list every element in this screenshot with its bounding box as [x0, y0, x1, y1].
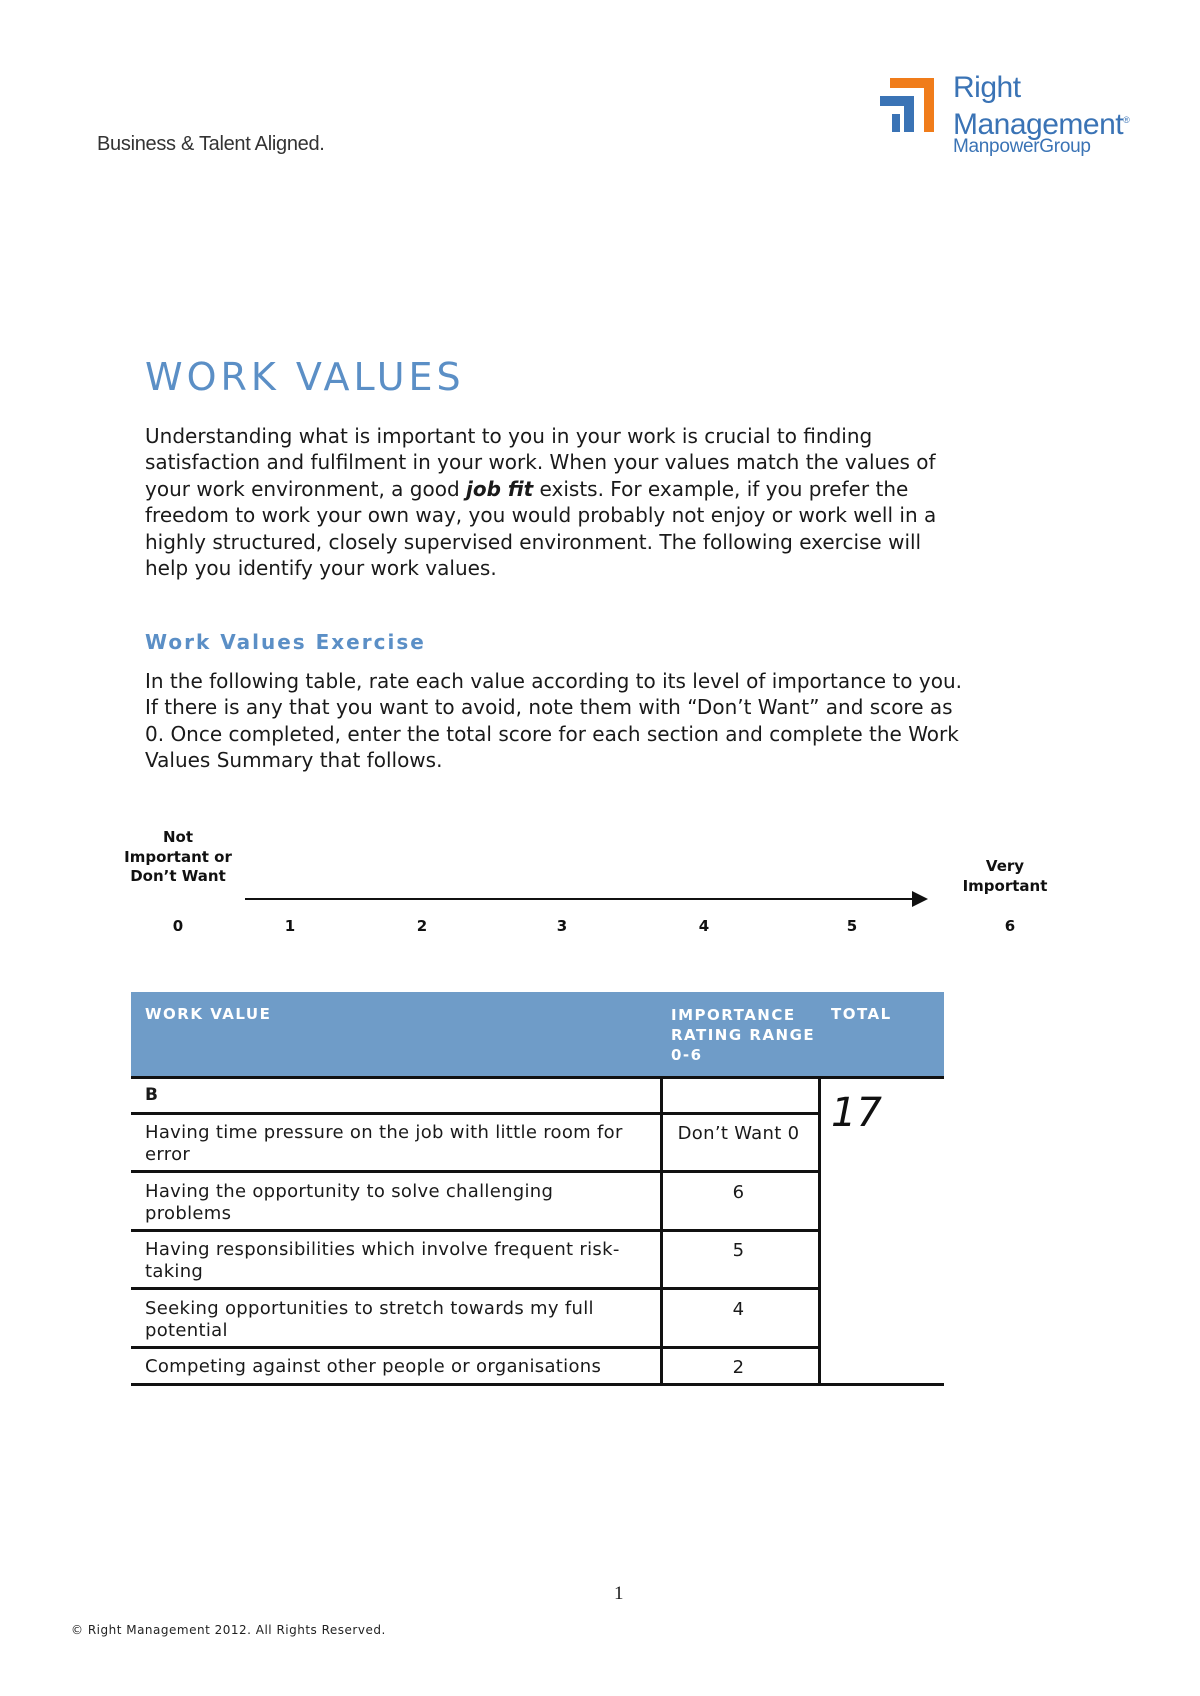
table-rule	[131, 1076, 944, 1079]
table-row-rating: 2	[732, 1357, 745, 1378]
tagline: Business & Talent Aligned.	[97, 133, 325, 155]
header-work-value: WORK VALUE	[145, 1005, 272, 1023]
instructions-paragraph: In the following table, rate each value according to its level of importance to you. If there is any that you want to avoid, note them with “Don’t Want” and score as 0. Once completed, enter the total score for each section and complete the Work Values Summary that follows.	[145, 669, 962, 773]
table-row-value: Having the opportunity to solve challenging problems	[145, 1181, 554, 1224]
section-total-value: 17	[831, 1090, 882, 1136]
scale-left-label: Not Important or Don’t Want	[124, 828, 232, 885]
scale-right-label: Very Important	[962, 857, 1048, 895]
scale-tick: 4	[698, 917, 710, 935]
scale-tick: 2	[416, 917, 428, 935]
table-rule	[131, 1170, 821, 1173]
table-rule	[131, 1112, 821, 1115]
exercise-heading: Work Values Exercise	[145, 630, 426, 654]
scale-tick: 5	[846, 917, 858, 935]
copyright-notice: © Right Management 2012. All Rights Reserved.	[71, 1623, 386, 1637]
table-row-value: Competing against other people or organisations	[145, 1356, 602, 1377]
table-row-rating: 6	[732, 1182, 745, 1203]
table-row-value: Having responsibilities which involve frequent risk-taking	[145, 1239, 620, 1282]
table-row-value: Seeking opportunities to stretch towards my full potential	[145, 1298, 594, 1341]
page-title: WORK VALUES	[145, 355, 465, 399]
table-row-rating: 4	[732, 1299, 745, 1320]
logo-subname: ManpowerGroup	[953, 136, 1091, 157]
header-total: TOTAL	[831, 1005, 892, 1023]
table-rule	[131, 1383, 944, 1386]
table-divider	[818, 1076, 821, 1386]
table-rule	[131, 1229, 821, 1232]
logo-mark-icon	[880, 74, 938, 134]
section-label: B	[145, 1085, 158, 1105]
logo-wordmark: Right Management®	[953, 71, 1130, 141]
table-rule	[131, 1287, 821, 1290]
scale-tick: 3	[556, 917, 568, 935]
table-header	[131, 992, 944, 1076]
intro-paragraph: Understanding what is important to you in your work is crucial to finding satisfaction and fulfilment in your work. When your values match the values of your work environment, a good job fit exists. For example, if you prefer the freedom to work your own way, you would probably not enjoy or work well in a highly structured, closely supervised environment. The following exercise will help you identify your work values.	[145, 424, 937, 581]
header-importance-rating: IMPORTANCE RATING RANGE 0-6	[671, 1006, 816, 1064]
table-row-value: Having time pressure on the job with little room for error	[145, 1122, 623, 1165]
scale-arrow-line	[245, 898, 915, 900]
arrow-right-icon	[912, 891, 928, 907]
page-number: 1	[614, 1583, 624, 1604]
table-rule	[131, 1346, 821, 1349]
job-fit-emphasis: job fit	[466, 476, 534, 501]
table-row-rating: 5	[732, 1240, 745, 1261]
scale-tick: 0	[172, 917, 184, 935]
scale-tick: 1	[284, 917, 296, 935]
scale-tick: 6	[1004, 917, 1016, 935]
table-row-rating: Don’t Want 0	[677, 1123, 800, 1144]
